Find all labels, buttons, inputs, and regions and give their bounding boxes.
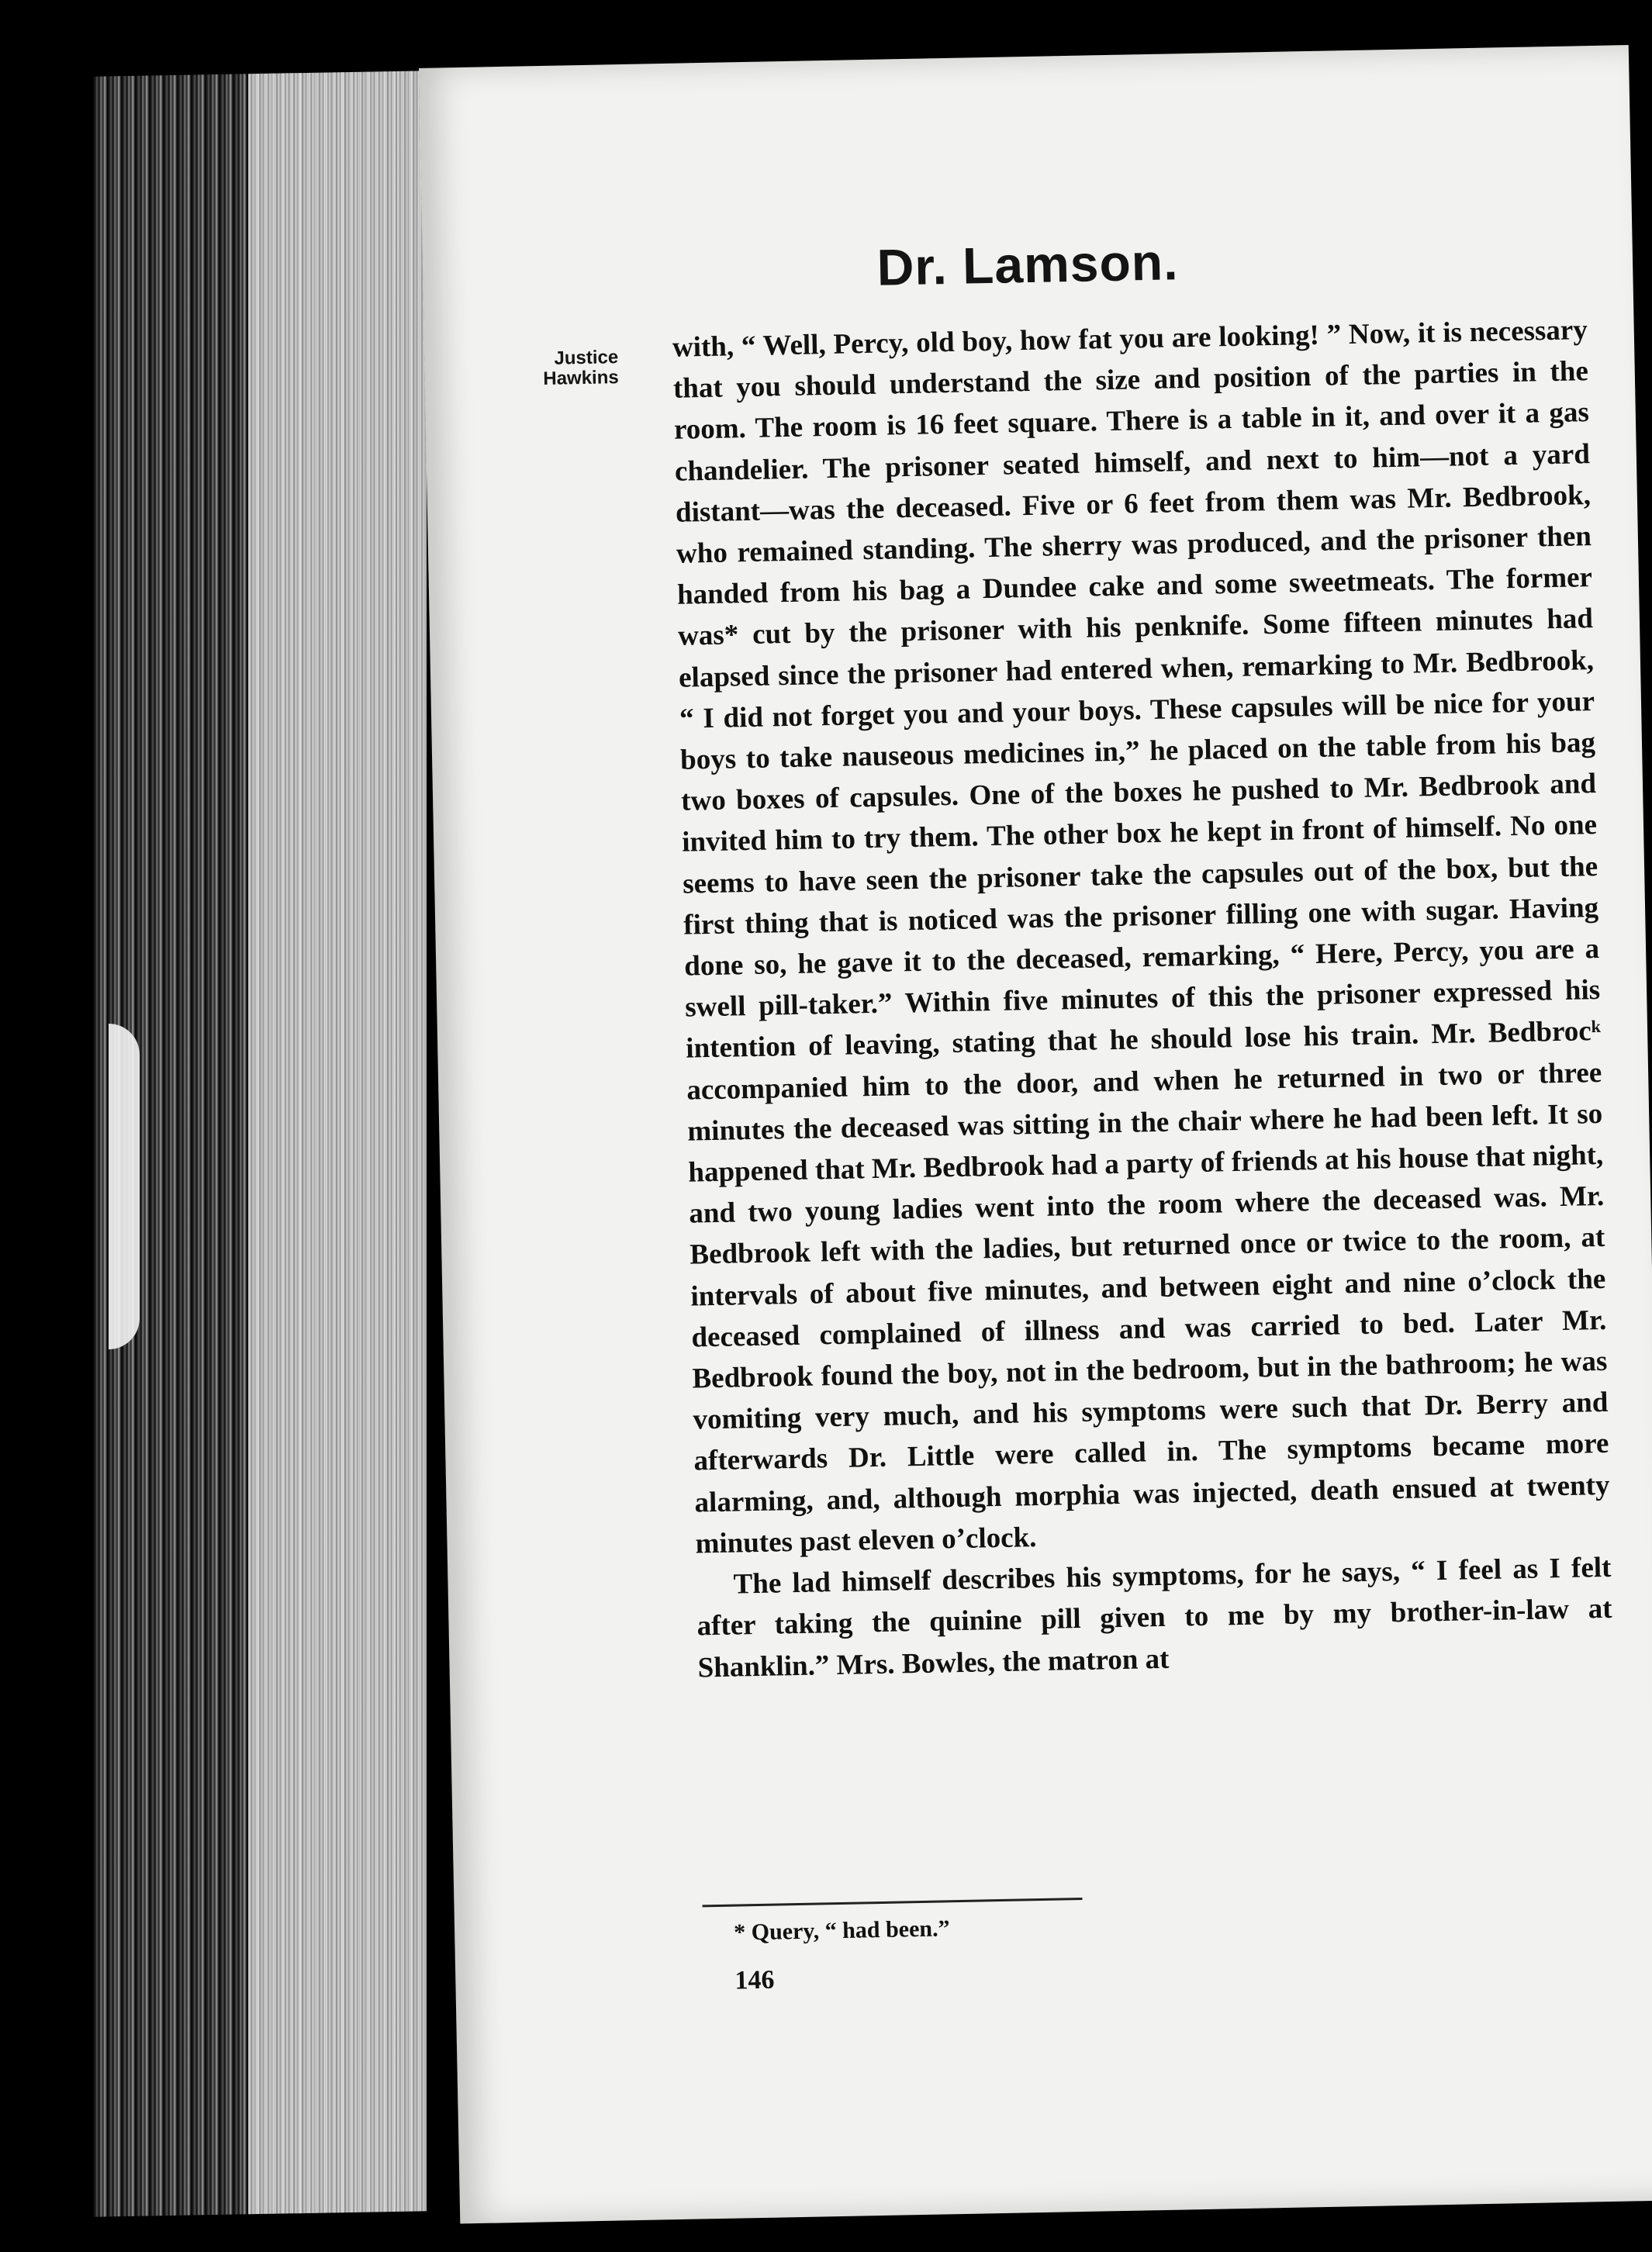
book-page bbox=[419, 45, 1652, 2223]
footnote-rule bbox=[703, 1898, 1083, 1907]
margin-sidenote bbox=[502, 347, 619, 390]
paragraph-2: The lad himself describes his symptoms, for he says, “ I feel as I felt after taking the quinine pill given to me by my brother-in-law at Shanklin.” Mrs. Bowles, the matron at bbox=[696, 1551, 1612, 1684]
footnote: * Query, “ had been.” bbox=[733, 1915, 950, 1946]
page-number: 146 bbox=[734, 1965, 775, 1995]
book-page-edges bbox=[93, 71, 427, 2217]
binding-gap bbox=[109, 1024, 140, 1349]
body-text bbox=[672, 309, 1612, 1688]
sidenote-line-2: Hawkins bbox=[543, 367, 619, 389]
paragraph-1: with, “ Well, Percy, old boy, how fat you are looking! ” Now, it is necessary that you should understand the size and position of the parties in the room. The room is 16 feet square. There is a table in it, and over it a gas chandelier. The prisoner seated himself, and next to him—not a yard distant—was the deceased. Five or 6 feet from them was Mr. Bedbrook, who remained standing. The sherry was produced, and the prisoner then handed from his bag a Dundee cake and some sweetmeats. The former was* cut by the prisoner with his penknife. Some fifteen minutes had elapsed since the prisoner had entered when, remarking to Mr. Bedbrook, “ I did not forget you and your boys. These capsules will be nice for your boys to take nauseous medicines in,” he placed on the table from his bag two boxes of capsules. One of the boxes he pushed to Mr. Bedbrook and invited him to try them. The other box he kept in front of himself. No one seems to have seen the prisoner take the capsules out of the box, but the first thing that is noticed was the prisoner filling one with sugar. Having done so, he gave it to the deceased, remarking, “ Here, Percy, you are a swell pill-taker.” Within five minutes of this the prisoner expressed his intention of leaving, stating that he should lose his train. Mr. Bedbrocᵏ accompanied him to the door, and when he returned in two or three minutes the deceased was sitting in the chair where he had been left. It so happened that Mr. Bedbrook had a party of friends at his house that night, and two young ladies went into the room where the deceased was. Mr. Bedbrook left with the ladies, but returned once or twice to the room, at intervals of about five minutes, and between eight and nine o’clock the deceased complained of illness and was carried to bed. Later Mr. Bedbrook found the boy, not in the bedroom, but in the bathroom; he was vomiting very much, and his symptoms were such that Dr. Berry and afterwards Dr. Little were called in. The symptoms became more alarming, and, although morphia was injected, death ensued at twenty minutes past eleven o’clock. bbox=[672, 314, 1610, 1560]
running-head: Dr. Lamson. bbox=[876, 233, 1180, 296]
sidenote-line-1: Justice bbox=[554, 347, 619, 369]
